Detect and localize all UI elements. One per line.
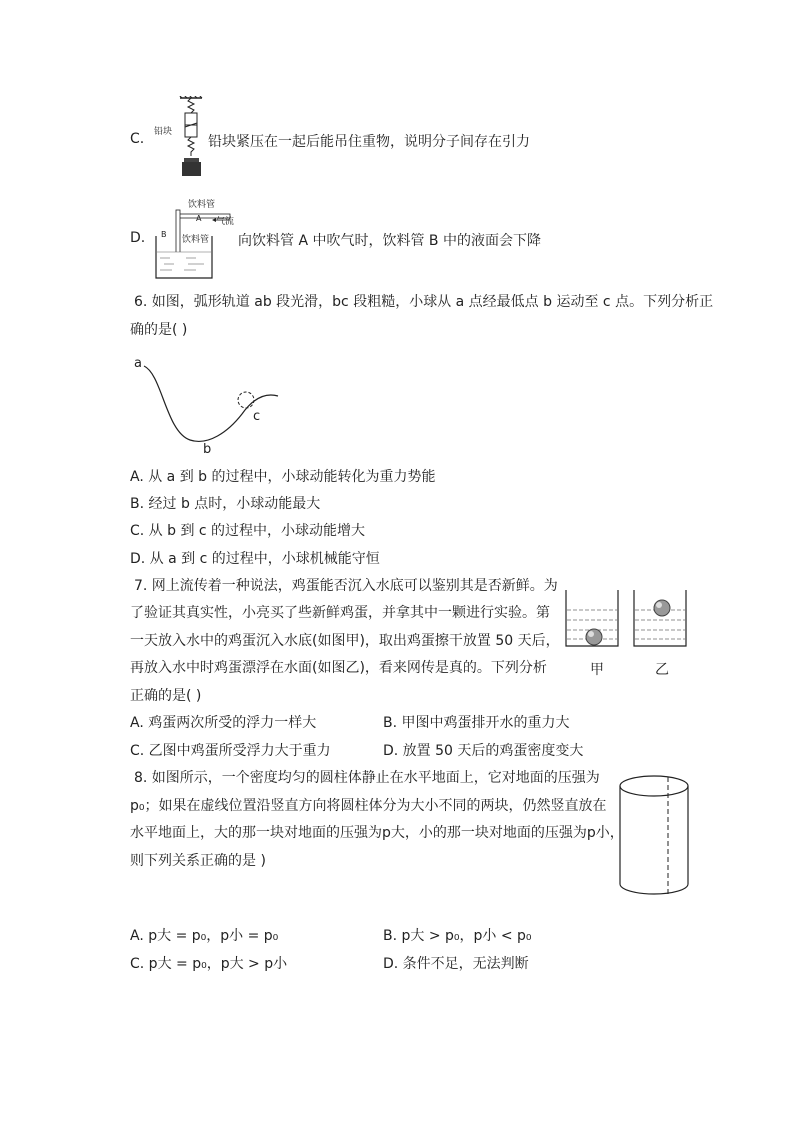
straw-a-label: A — [196, 214, 202, 223]
q7-stem-line5: 正确的是( ) — [130, 688, 202, 704]
cylinder-figure — [612, 772, 696, 898]
beaker-jia-label: 甲 — [590, 662, 604, 678]
q6-stem-line1: 6. 如图，弧形轨道 ab 段光滑，bc 段粗糙，小球从 a 点经最低点 b 运动至 c 点。下列分析正 — [134, 294, 714, 310]
q8-option-c: C. p大 = p₀，p大 > p小 — [130, 956, 288, 972]
q5-option-d-letter: D. — [130, 230, 146, 246]
track-point-a: a — [134, 356, 142, 371]
q7-option-a: A. 鸡蛋两次所受的浮力一样大 — [130, 715, 317, 731]
q7-option-c: C. 乙图中鸡蛋所受浮力大于重力 — [130, 743, 331, 759]
q8-stem-line2: p₀；如果在虚线位置沿竖直方向将圆柱体分为大小不同的两块，仍然竖直放在 — [130, 798, 607, 814]
q5-option-c-text: 铅块紧压在一起后能吊住重物，说明分子间存在引力 — [208, 134, 530, 150]
track-point-b: b — [203, 442, 212, 457]
q8-stem-line1: 8. 如图所示，一个密度均匀的圆柱体静止在水平地面上，它对地面的压强为 — [134, 770, 600, 786]
q8-option-d: D. 条件不足，无法判断 — [383, 956, 529, 972]
track-point-c: c — [253, 409, 261, 424]
straw-side-label: 饮料管 — [182, 235, 210, 245]
q7-stem-line2: 了验证其真实性，小亮买了些新鲜鸡蛋，并拿其中一颗进行实验。第 — [130, 605, 550, 621]
q8-stem-line3: 水平地面上，大的那一块对地面的压强为p大，小的那一块对地面的压强为p小， — [130, 825, 624, 841]
lead-block-figure — [150, 96, 210, 186]
q6-option-c: C. 从 b 到 c 的过程中，小球动能增大 — [130, 523, 366, 539]
egg-beakers-figure — [560, 586, 700, 656]
straw-b-label: B — [161, 230, 167, 239]
q7-option-d: D. 放置 50 天后的鸡蛋密度变大 — [383, 743, 584, 759]
q6-option-d: D. 从 a 到 c 的过程中，小球机械能守恒 — [130, 551, 380, 567]
q5-option-d-text: 向饮料管 A 中吹气时，饮料管 B 中的液面会下降 — [238, 233, 541, 249]
q6-option-b: B. 经过 b 点时，小球动能最大 — [130, 496, 321, 512]
q8-option-a: A. p大 = p₀，p小 = p₀ — [130, 928, 279, 944]
q7-stem-line3: 一天放入水中的鸡蛋沉入水底(如图甲)，取出鸡蛋擦干放置 50 天后， — [130, 633, 560, 649]
q6-stem-line2: 确的是( ) — [130, 322, 188, 338]
lead-block-label: 铅块 — [154, 127, 173, 137]
q7-stem-line1: 7. 网上流传着一种说法，鸡蛋能否沉入水底可以鉴别其是否新鲜。为 — [134, 578, 558, 594]
q8-option-b: B. p大 > p₀，p小 < p₀ — [383, 928, 532, 944]
straw-top-label: 饮料管 — [188, 200, 216, 210]
beaker-yi-label: 乙 — [655, 662, 669, 678]
q8-stem-line4: 则下列关系正确的是 ) — [130, 853, 266, 869]
q7-stem-line4: 再放入水中时鸡蛋漂浮在水面(如图乙)，看来网传是真的。下列分析 — [130, 660, 547, 676]
q7-option-b: B. 甲图中鸡蛋排开水的重力大 — [383, 715, 570, 731]
q5-option-c-letter: C. — [130, 131, 145, 147]
q6-option-a: A. 从 a 到 b 的过程中，小球动能转化为重力势能 — [130, 469, 436, 485]
airflow-label: 气流 — [216, 217, 235, 227]
